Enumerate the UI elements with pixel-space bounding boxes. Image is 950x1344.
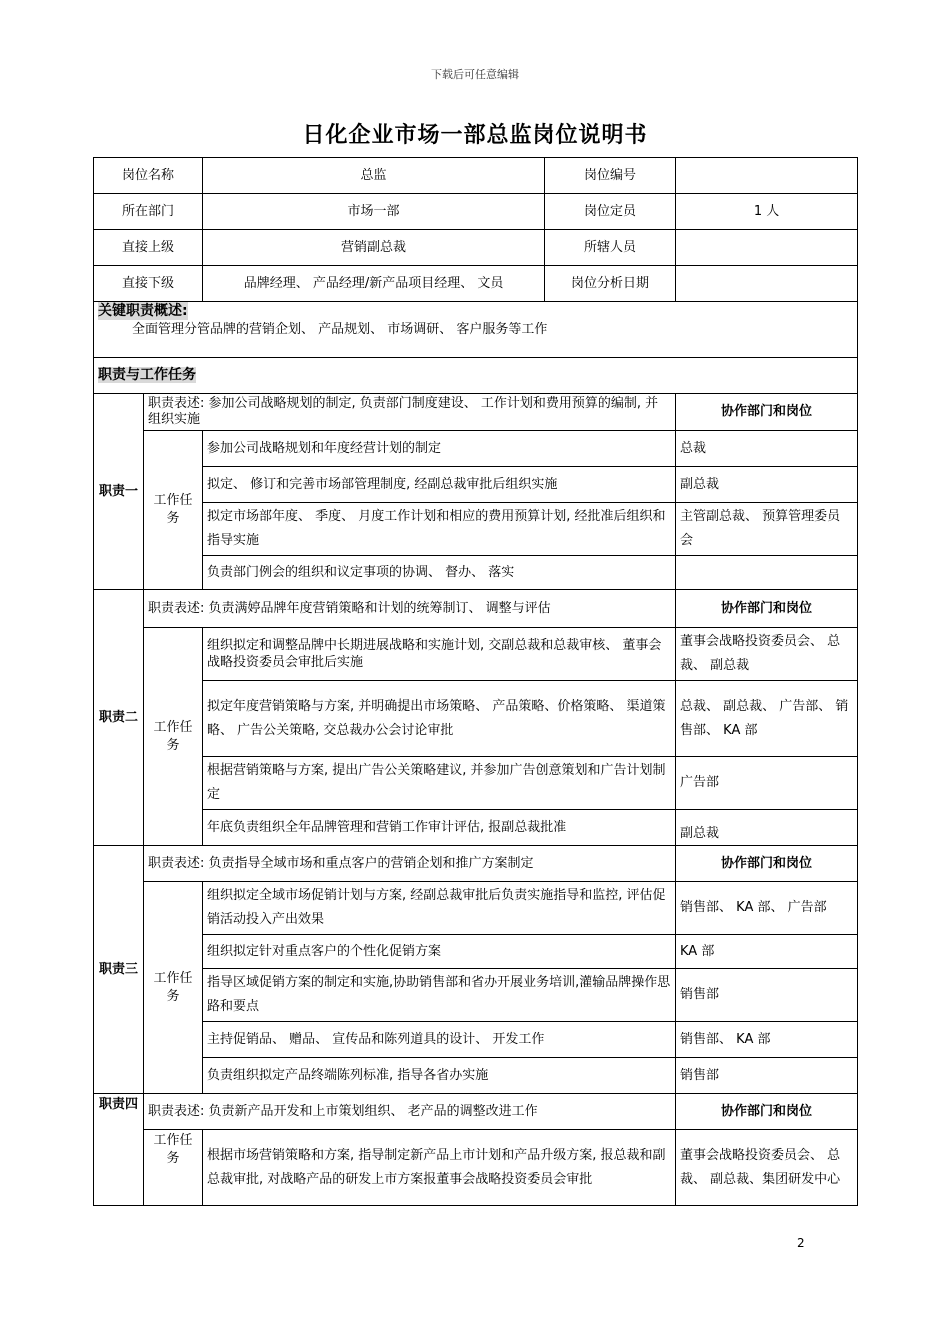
task-collab: 副总裁 [676, 810, 858, 846]
summary-text: 全面管理分管品牌的营销企划、 产品规划、 市场调研、 客户服务等工作 [132, 322, 548, 337]
task-collab: 董事会战略投资委员会、 总裁、 副总裁、集团研发中心 [676, 1130, 858, 1206]
responsibility-statement: 职责表述: 负责指导全域市场和重点客户的营销企划和推广方案制定 [144, 846, 676, 882]
task-row [94, 467, 858, 503]
task-row [94, 969, 858, 1022]
page-number: 2 [797, 1236, 805, 1250]
job-name-value: 总监 [203, 158, 545, 194]
info-row [94, 194, 858, 230]
info-row [94, 158, 858, 194]
task-row [94, 935, 858, 969]
page-title: 日化企业市场一部总监岗位说明书 [302, 123, 648, 148]
responsibility-statement: 职责表述: 参加公司战略规划的制定, 负责部门制度建设、 工作计划和费用预算的编制, 并组织实施 [144, 394, 676, 431]
collab-header: 协作部门和岗位 [676, 590, 858, 628]
task-label: 工作任务 [144, 431, 203, 590]
staff-label: 所辖人员 [545, 230, 676, 266]
superior-label: 直接上级 [94, 230, 203, 266]
task-collab: 董事会战略投资委员会、 总裁、 副总裁 [676, 628, 858, 681]
responsibility-row [94, 846, 858, 882]
task-text: 年底负责组织全年品牌管理和营销工作审计评估, 报副总裁批准 [203, 810, 676, 846]
task-row [94, 556, 858, 590]
responsibility-row [94, 590, 858, 628]
collab-header: 协作部门和岗位 [676, 846, 858, 882]
task-row [94, 1058, 858, 1094]
responsibility-label: 职责一 [94, 394, 144, 590]
task-row [94, 431, 858, 467]
task-collab: KA 部 [676, 935, 858, 969]
task-collab [676, 556, 858, 590]
collab-header: 协作部门和岗位 [676, 1094, 858, 1130]
job-code-value [676, 158, 858, 194]
analysis-date-value [676, 266, 858, 302]
task-collab: 销售部、 KA 部 [676, 1022, 858, 1058]
task-text: 根据营销策略与方案, 提出广告公关策略建议, 并参加广告创意策划和广告计划制定 [203, 757, 676, 810]
responsibility-label: 职责二 [94, 590, 144, 846]
task-text: 拟定市场部年度、 季度、 月度工作计划和相应的费用预算计划, 经批准后组织和指导实施 [203, 503, 676, 556]
task-text: 组织拟定针对重点客户的个性化促销方案 [203, 935, 676, 969]
duties-heading-row [94, 358, 858, 394]
task-collab: 销售部 [676, 1058, 858, 1094]
task-collab: 主管副总裁、 预算管理委员会 [676, 503, 858, 556]
task-row [94, 628, 858, 681]
task-label: 工作任务 [144, 1130, 203, 1206]
task-collab: 总裁、 副总裁、 广告部、 销售部、 KA 部 [676, 681, 858, 757]
task-row [94, 757, 858, 810]
summary-heading: 关键职责概述: [98, 303, 188, 319]
task-text: 指导区域促销方案的制定和实施,协助销售部和省办开展业务培训,灌输品牌操作思路和要点 [203, 969, 676, 1022]
task-text: 根据市场营销策略和方案, 指导制定新产品上市计划和产品升级方案, 报总裁和副总裁审批, 对战略产品的研发上市方案报董事会战略投资委员会审批 [203, 1130, 676, 1206]
task-row [94, 1022, 858, 1058]
task-row [94, 810, 858, 846]
responsibility-label: 职责四 [94, 1094, 144, 1206]
headcount-value: 1 人 [676, 194, 858, 230]
task-row [94, 1130, 858, 1206]
responsibility-label: 职责三 [94, 846, 144, 1094]
responsibility-row [94, 394, 858, 431]
info-row [94, 266, 858, 302]
task-row [94, 882, 858, 935]
collab-header: 协作部门和岗位 [676, 394, 858, 431]
task-text: 负责组织拟定产品终端陈列标准, 指导各省办实施 [203, 1058, 676, 1094]
dept-label: 所在部门 [94, 194, 203, 230]
task-text: 参加公司战略规划和年度经营计划的制定 [203, 431, 676, 467]
task-text: 拟定年度营销策略与方案, 并明确提出市场策略、 产品策略、价格策略、 渠道策略、 广告公关策略, 交总裁办公会讨论审批 [203, 681, 676, 757]
responsibility-row [94, 1094, 858, 1130]
task-row [94, 503, 858, 556]
job-code-label: 岗位编号 [545, 158, 676, 194]
task-collab: 销售部、 KA 部、 广告部 [676, 882, 858, 935]
task-text: 拟定、 修订和完善市场部管理制度, 经副总裁审批后组织实施 [203, 467, 676, 503]
task-row [94, 681, 858, 757]
subordinate-value: 品牌经理、 产品经理/新产品项目经理、 文员 [203, 266, 545, 302]
task-text: 组织拟定全域市场促销计划与方案, 经副总裁审批后负责实施指导和监控, 评估促销活动投入产出效果 [203, 882, 676, 935]
responsibility-statement: 职责表述: 负责满婷品牌年度营销策略和计划的统筹制订、 调整与评估 [144, 590, 676, 628]
subordinate-label: 直接下级 [94, 266, 203, 302]
header-note: 下载后可任意编辑 [431, 68, 519, 81]
staff-value [676, 230, 858, 266]
summary-row [94, 302, 858, 358]
dept-value: 市场一部 [203, 194, 545, 230]
task-text: 组织拟定和调整品牌中长期进展战略和实施计划, 交副总裁和总裁审核、 董事会战略投资委员会审批后实施 [203, 628, 676, 681]
superior-value: 营销副总裁 [203, 230, 545, 266]
task-text: 主持促销品、 赠品、 宣传品和陈列道具的设计、 开发工作 [203, 1022, 676, 1058]
task-label: 工作任务 [144, 882, 203, 1094]
task-collab: 总裁 [676, 431, 858, 467]
job-name-label: 岗位名称 [94, 158, 203, 194]
headcount-label: 岗位定员 [545, 194, 676, 230]
job-description-table [93, 157, 858, 1206]
task-text: 负责部门例会的组织和议定事项的协调、 督办、 落实 [203, 556, 676, 590]
duties-heading: 职责与工作任务 [98, 367, 196, 383]
task-collab: 广告部 [676, 757, 858, 810]
task-collab: 副总裁 [676, 467, 858, 503]
responsibility-statement: 职责表述: 负责新产品开发和上市策划组织、 老产品的调整改进工作 [144, 1094, 676, 1130]
task-label: 工作任务 [144, 628, 203, 846]
task-collab: 销售部 [676, 969, 858, 1022]
info-row [94, 230, 858, 266]
analysis-date-label: 岗位分析日期 [545, 266, 676, 302]
